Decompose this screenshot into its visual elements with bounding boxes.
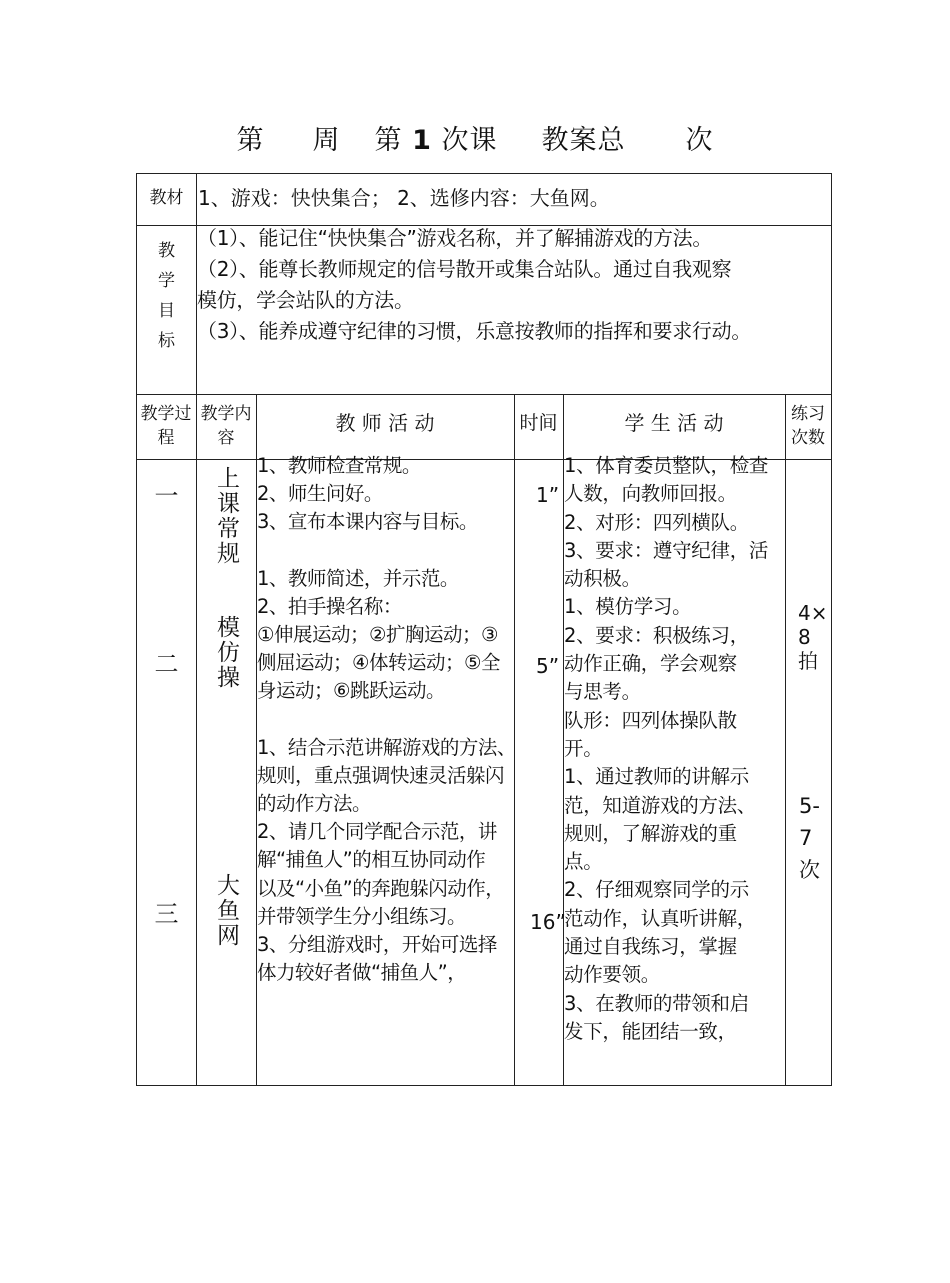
title-word: 教案总: [541, 125, 626, 156]
student-line: 范动作，认真听讲解，: [564, 906, 757, 930]
page-title: [0, 118, 950, 157]
student-line: 范，知道游戏的方法、: [564, 793, 757, 817]
teacher-line: 身运动；⑥跳跃运动。: [257, 679, 445, 703]
teacher-line: 1、教师简述，并示范。: [257, 566, 459, 590]
teacher-line: 1、结合示范讲解游戏的方法、: [257, 735, 516, 759]
teacher-line: [257, 537, 519, 565]
student-line: 通过自我练习，掌握: [564, 935, 737, 959]
header-process: 教学过程: [140, 404, 192, 448]
section-time: 1”: [536, 483, 560, 507]
student-line: 点。: [564, 850, 603, 874]
teacher-activities: [257, 452, 519, 987]
header-content: 教学内容: [200, 404, 252, 448]
student-line: 1、通过教师的讲解示: [564, 765, 749, 789]
section-time: 5”: [536, 654, 560, 678]
student-activities: [564, 452, 792, 1046]
teacher-line: ①伸展运动；②扩胸运动；③: [257, 623, 498, 647]
student-line: 1、体育委员整队，检查: [564, 454, 769, 477]
section-number: 三: [154, 900, 179, 928]
material-content: 1、游戏：快快集合； 2、选修内容：大鱼网。: [198, 186, 610, 210]
teacher-line: 3、宣布本课内容与目标。: [257, 510, 478, 534]
title-word: 次课: [441, 125, 498, 156]
table-border: [136, 173, 831, 174]
table-border: [136, 394, 831, 395]
teacher-line: 解“捕鱼人”的相互协同动作: [257, 848, 486, 872]
goal-line: 模仿，学会站队的方法。: [197, 288, 414, 312]
teacher-line: 体力较好者做“捕鱼人”，: [257, 961, 467, 985]
header-reps: 练习次数: [791, 404, 825, 448]
title-word: 周: [312, 125, 341, 156]
header-time: 时间: [519, 412, 558, 434]
title-word: 第: [374, 125, 403, 156]
goal-line: （2）、能尊长教师规定的信号散开或集合站队。通过自我观察: [197, 257, 732, 281]
teacher-line: [257, 706, 519, 734]
student-line: 2、对形：四列横队。: [564, 510, 749, 534]
teacher-line: 2、师生问好。: [257, 482, 383, 506]
student-line: 人数，向教师回报。: [564, 482, 737, 506]
student-line: 队形：四列体操队散: [564, 708, 737, 732]
student-line: 动作要领。: [564, 963, 661, 987]
section-time: 16”: [530, 910, 566, 934]
teacher-line: 1、教师检查常规。: [257, 454, 421, 477]
student-line: 1、模仿学习。: [564, 595, 692, 619]
student-line: 2、仔细观察同学的示: [564, 878, 749, 902]
header-student-activity: 学 生 活 动: [624, 411, 724, 435]
student-line: 3、在教师的带领和启: [564, 991, 749, 1015]
student-line: 3、要求：遵守纪律，活: [564, 538, 769, 562]
table-border: [136, 1085, 831, 1086]
section-name: 大鱼网: [213, 873, 239, 948]
teacher-line: 3、分组游戏时，开始可选择: [257, 933, 497, 957]
student-line: 动作正确，学会观察: [564, 652, 737, 676]
student-line: 开。: [564, 736, 603, 760]
section-name: 上课常规: [213, 466, 239, 566]
teacher-line: 2、请几个同学配合示范，讲: [257, 820, 497, 844]
teacher-line: 侧屈运动；④体转运动；⑤全: [257, 651, 500, 675]
title-word: 次: [685, 125, 714, 156]
teacher-line: 的动作方法。: [257, 792, 372, 816]
goals-label: 教 学 目 标: [158, 241, 175, 351]
table-border: [831, 173, 832, 1086]
teacher-line: 以及“小鱼”的奔跑躲闪动作，: [257, 876, 505, 900]
goal-line: （1）、能记住“快快集合”游戏名称，并了解捕游戏的方法。: [197, 226, 713, 250]
teacher-line: 并带领学生分小组练习。: [257, 904, 467, 928]
section-number: 一: [154, 482, 179, 510]
section-reps: 4×8拍: [798, 601, 828, 673]
goal-line: （3）、能养成遵守纪律的习惯，乐意按教师的指挥和要求行动。: [197, 319, 752, 343]
student-line: 发下，能团结一致，: [564, 1019, 737, 1043]
header-teacher-activity: 教 师 活 动: [335, 411, 435, 435]
student-line: 与思考。: [564, 680, 641, 704]
section-number: 二: [154, 650, 179, 678]
lesson-number: 1: [412, 125, 432, 156]
goals-content: [197, 223, 831, 347]
student-line: 2、要求：积极练习，: [564, 623, 749, 647]
title-word: 第: [236, 125, 265, 156]
material-label: 教材: [149, 188, 184, 208]
teacher-line: 规则，重点强调快速灵活躲闪: [257, 763, 505, 787]
section-name: 模仿操: [213, 615, 239, 690]
student-line: 规则，了解游戏的重: [564, 821, 737, 845]
student-line: 动积极。: [564, 567, 641, 591]
section-reps: 5-7次: [799, 794, 820, 882]
teacher-line: 2、拍手操名称：: [257, 594, 402, 618]
